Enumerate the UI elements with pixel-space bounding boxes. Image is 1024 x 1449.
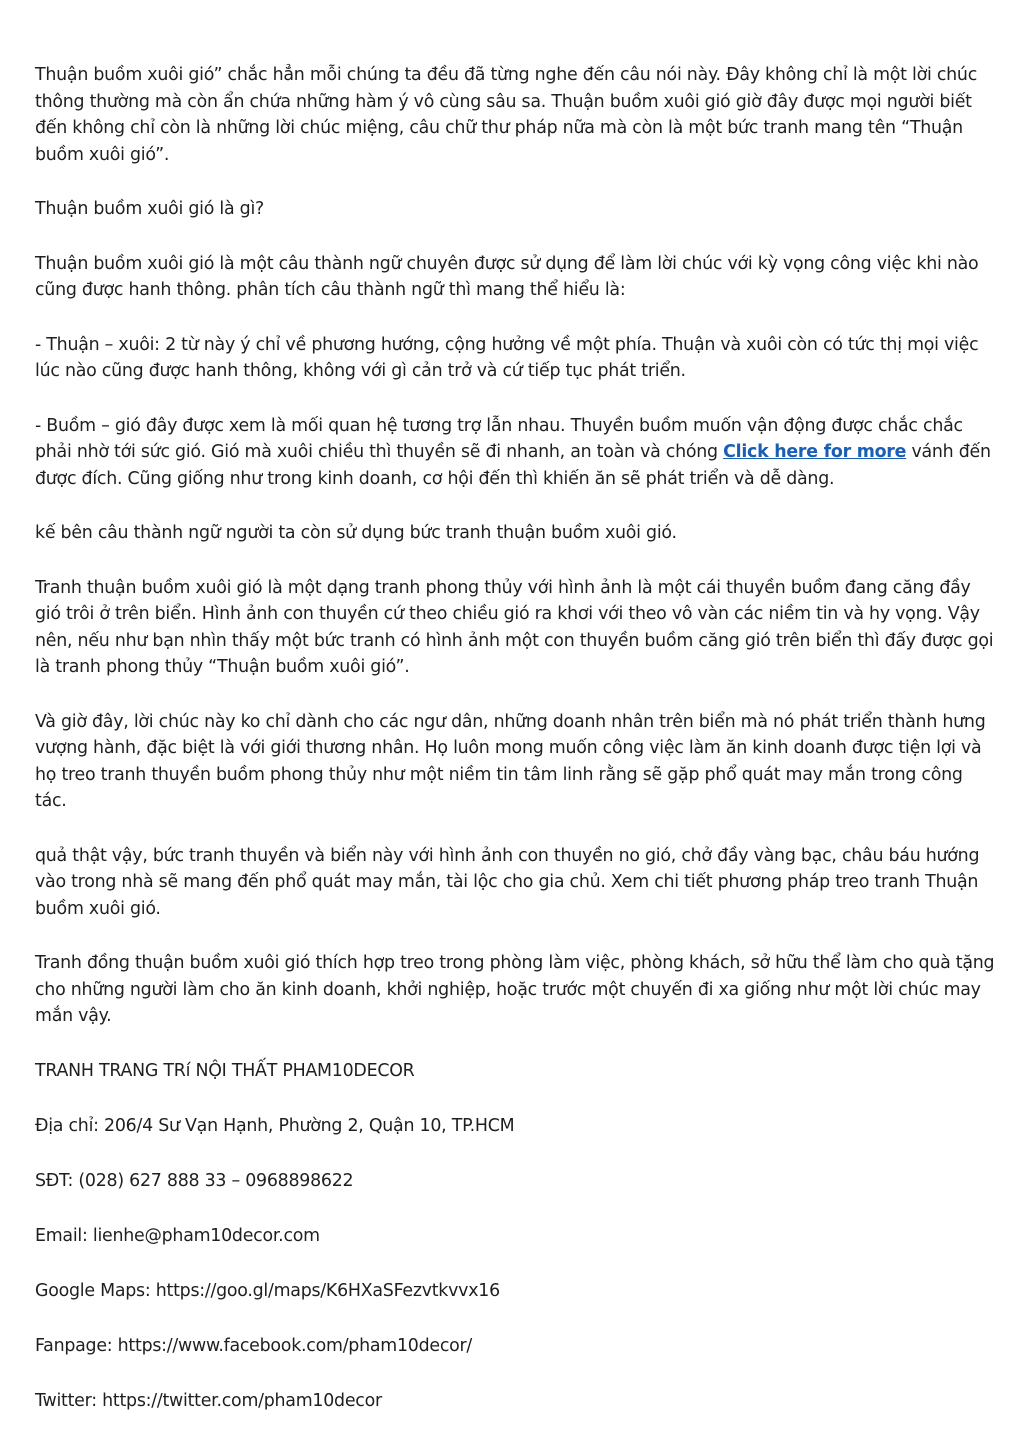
click-here-for-more-link[interactable]: Click here for more xyxy=(723,442,907,462)
definition-paragraph: Thuận buồm xuôi gió là một câu thành ngữ chuyên được sử dụng để làm lời chúc với kỳ vọng công việc khi nào cũng được hanh thông. phân tích câu thành ngữ thì mang thể hiểu là: xyxy=(35,253,979,300)
document-body xyxy=(35,62,995,1443)
buom-gio-paragraph xyxy=(35,413,995,493)
address-line: Địa chỉ: 206/4 Sư Vạn Hạnh, Phường 2, Quận 10, TP.HCM xyxy=(35,1115,515,1136)
painting-intro-paragraph: kế bên câu thành ngữ người ta còn sử dụng bức tranh thuận buồm xuôi gió. xyxy=(35,523,677,543)
merchants-paragraph: Và giờ đây, lời chúc này ko chỉ dành cho các ngư dân, những doanh nhân trên biển mà nó phát triển thành hưng vượng hành, đặc biệt là với giới thương nhân. Họ luôn mong muốn công việc làm ăn kinh doanh được tiện lợi và họ treo tranh thuyền buồm phong thủy như một niềm tin tâm linh rằng sẽ gặp phổ quát may mắn trong công tác. xyxy=(35,711,986,811)
painting-description-paragraph: Tranh thuận buồm xuôi gió là một dạng tranh phong thủy với hình ảnh là một cái thuyền buồm đang căng đầy gió trôi ở trên biển. Hình ảnh con thuyền cứ theo chiều gió ra khơi với theo vô vàn các niềm tin và hy vọng. Vậy nên, nếu như bạn nhìn thấy một bức tranh có hình ảnh một con thuyền buồm căng gió trên biển thì đấy được gọi là tranh phong thủy “Thuận buồm xuôi gió”. xyxy=(35,577,994,677)
phone-line: SĐT: (028) 627 888 33 – 0968898622 xyxy=(35,1170,354,1191)
intro-paragraph: Thuận buồm xuôi gió” chắc hẳn mỗi chúng ta đều đã từng nghe đến câu nói này. Đây không chỉ là một lời chúc thông thường mà còn ẩn chứa những hàm ý vô cùng sâu sa. Thuận buồm xuôi gió giờ đây được mọi người biết đến không chỉ còn là những lời chúc miệng, câu chữ thư pháp nữa mà còn là một bức tranh mang tên “Thuận buồm xuôi gió”. xyxy=(35,65,978,165)
email-line: Email: lienhe@pham10decor.com xyxy=(35,1225,320,1246)
twitter-line: Twitter: https://twitter.com/pham10decor xyxy=(35,1390,382,1411)
thuan-xuoi-paragraph: - Thuận – xuôi: 2 từ này ý chỉ về phương hướng, cộng hưởng về một phía. Thuận và xuôi còn có tức thị mọi việc lúc nào cũng được hanh thông, không với gì cản trở và cứ tiếp tục phát triển. xyxy=(35,334,979,381)
google-maps-line: Google Maps: https://goo.gl/maps/K6HXaSFezvtkvvx16 xyxy=(35,1280,500,1301)
buom-gio-text-before: - Buồm – gió đây được xem là mối quan hệ tương trợ lẫn nhau. Thuyền buồm muốn vận động được chắc chắc phải nhờ tới sức gió. Gió mà xuôi chiều thì thuyền sẽ đi nhanh, an toàn và chóng xyxy=(35,415,963,462)
question-heading: Thuận buồm xuôi gió là gì? xyxy=(35,199,265,219)
company-name: TRANH TRANG TRí NỘI THẤT PHAM10DECOR xyxy=(35,1060,415,1081)
fanpage-line: Fanpage: https://www.facebook.com/pham10decor/ xyxy=(35,1335,473,1356)
buom-gio-text-after: vánh đến được đích. Cũng giống như trong kinh doanh, cơ hội đến thì khiến ăn sẽ phát triển và dễ dàng. xyxy=(35,442,991,489)
placement-paragraph: Tranh đồng thuận buồm xuôi gió thích hợp treo trong phòng làm việc, phòng khách, sở hữu thể làm cho quà tặng cho những người làm cho ăn kinh doanh, khởi nghiệp, hoặc trước một chuyến đi xa giống như một lời chúc may mắn vậy. xyxy=(35,953,995,1026)
fortune-paragraph: quả thật vậy, bức tranh thuyền và biển này với hình ảnh con thuyền no gió, chở đầy vàng bạc, châu báu hướng vào trong nhà sẽ mang đến phổ quát may mắn, tài lộc cho gia chủ. Xem chi tiết phương pháp treo tranh Thuận buồm xuôi gió. xyxy=(35,845,980,919)
